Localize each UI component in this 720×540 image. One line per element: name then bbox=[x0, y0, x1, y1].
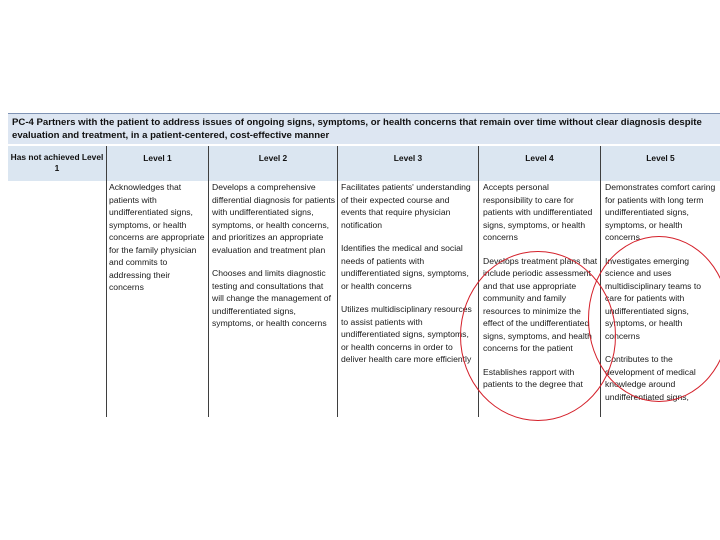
level-5-item: Demonstrates comfort caring for patients with long term undifferentiated signs, symptoms, or health concerns bbox=[605, 182, 716, 242]
level-3-cell bbox=[341, 181, 476, 377]
level-2-cell bbox=[212, 181, 336, 341]
level-1-cell bbox=[109, 181, 206, 305]
header-level-4: Level 4 bbox=[479, 146, 600, 181]
level-3-item: Utilizes multidisciplinary resources to assist patients with undifferentiated signs, symptoms, or health concerns in order to deliver health care more efficiently bbox=[341, 304, 472, 364]
level-2-item: Chooses and limits diagnostic testing and consultations that will change the management of undifferentiated signs, symptoms, or health concerns bbox=[212, 268, 331, 328]
header-level-2: Level 2 bbox=[209, 146, 337, 181]
level-2-item: Develops a comprehensive differential diagnosis for patients with undifferentiated signs, symptoms, or health concerns, and prioritizes an appropriate evaluation and treatment plan bbox=[212, 182, 336, 255]
header-not-achieved: Has not achieved Level 1 bbox=[8, 146, 106, 181]
highlight-circle-level-5 bbox=[588, 236, 720, 402]
level-1-item: Acknowledges that patients with undifferentiated signs, symptoms, or health concerns are appropriate for the family physician and commits to addressing their concerns bbox=[109, 182, 205, 292]
level-5-item: Contributes to the development of medical knowledge around undifferentiated signs, bbox=[605, 354, 696, 402]
level-5-item: Investigates emerging science and uses multidisciplinary teams to care for patients with undifferentiated signs, symptoms, or health concerns bbox=[605, 255, 701, 341]
column-divider bbox=[106, 146, 107, 417]
level-3-item: Facilitates patients' understanding of their expected course and events that require physician notification bbox=[341, 182, 471, 230]
column-divider bbox=[208, 146, 209, 417]
milestone-title: PC-4 Partners with the patient to address issues of ongoing signs, symptoms, or health concerns that remain over time without clear diagnosis despite evaluation and treatment, in a patient-centered, cost-effective manner bbox=[8, 113, 720, 144]
header-level-1: Level 1 bbox=[107, 146, 208, 181]
level-4-item: Accepts personal responsibility to care for patients with undifferentiated signs, symptoms, or health concerns bbox=[483, 182, 593, 242]
level-3-item: Identifies the medical and social needs of patients with undifferentiated signs, symptoms, or health concerns bbox=[341, 243, 469, 291]
header-level-3: Level 3 bbox=[338, 146, 478, 181]
column-divider bbox=[337, 146, 338, 417]
level-4-item: Develops treatment plans that include periodic assessment and that use appropriate community and family resources to minimize the effect of the undifferentiated signs, symptoms, and health concerns for the patient bbox=[483, 255, 598, 353]
header-level-5: Level 5 bbox=[601, 146, 720, 181]
level-4-item: Establishes rapport with patients to the degree that bbox=[483, 366, 583, 389]
